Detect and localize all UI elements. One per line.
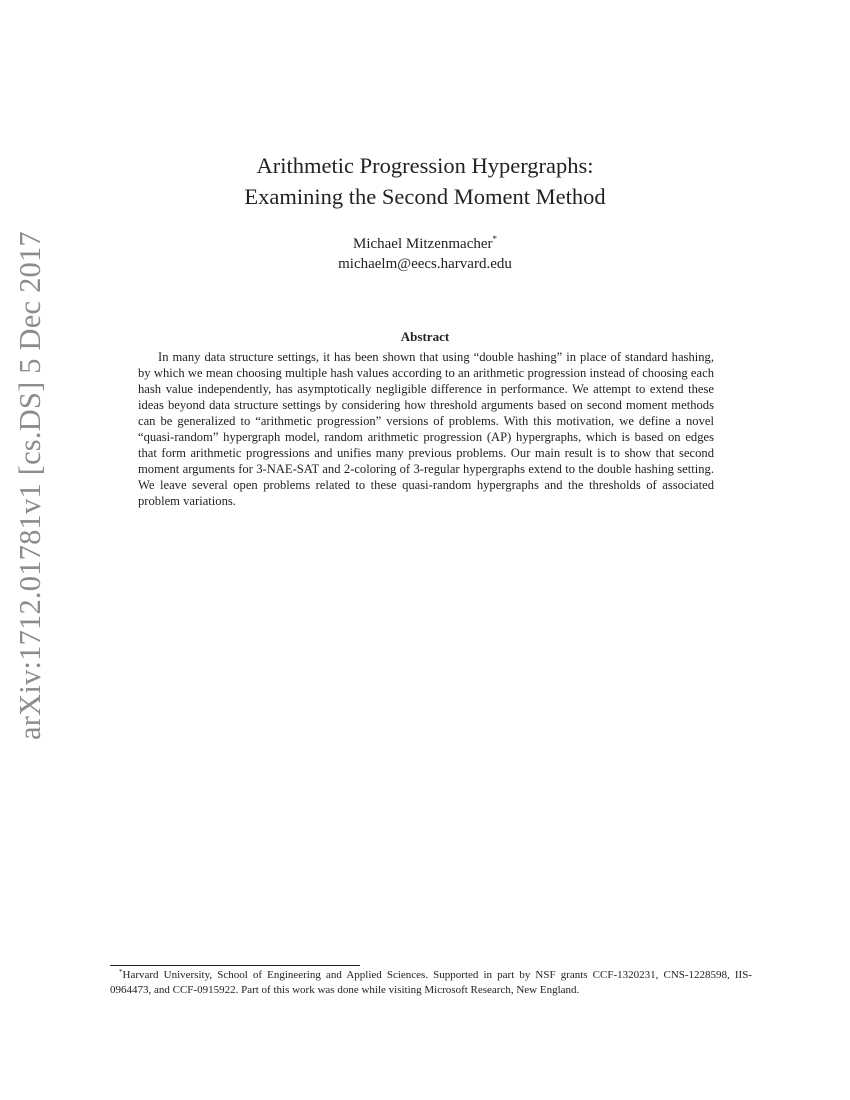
abstract-body: In many data structure settings, it has been shown that using “double hashing” in place of standard hashing, by which we mean choosing multiple hash values according to an arithmetic progression instead of choosing each hash value independently, has asymptotically negligible difference in performance. We attempt to extend these ideas beyond data structure settings by considering how threshold arguments based on second moment methods can be generalized to “arithmetic progression” versions of problems. With this motivation, we define a novel “quasi-random” hypergraph model, random arithmetic progression (AP) hypergraphs, which is based on edges that form arithmetic progressions and unifies many previous problems. Our main result is to show that second moment arguments for 3-NAE-SAT and 2-coloring of 3-regular hypergraphs extend to the double hashing setting. We leave several open problems related to these quasi-random hypergraphs and the thresholds of associated problem variations. [138, 350, 714, 508]
author-name: Michael Mitzenmacher [352, 236, 493, 252]
footnote [110, 968, 752, 998]
title-line-1: Arithmetic Progression Hypergraphs: [256, 153, 594, 178]
arxiv-identifier-stamp: arXiv:1712.01781v1 [cs.DS] 5 Dec 2017 [13, 231, 47, 740]
author-name-line [0, 234, 850, 254]
abstract-heading: Abstract [400, 329, 450, 344]
footnote-rule [110, 965, 360, 966]
title-line-2: Examining the Second Moment Method [244, 184, 606, 209]
author-email: michaelm@eecs.harvard.edu [338, 256, 512, 272]
paper-title [0, 150, 850, 212]
author-footnote-marker: * [492, 234, 498, 244]
footnote-text: Harvard University, School of Engineering and Applied Sciences. Supported in part by NSF grants CCF-1320231, CNS-1228598, IIS-0964473, and CCF-0915922. Part of this work was done while visiting Microsoft Research, New England. [110, 969, 752, 996]
author-block [0, 234, 850, 274]
footnote-marker: * [119, 968, 123, 976]
